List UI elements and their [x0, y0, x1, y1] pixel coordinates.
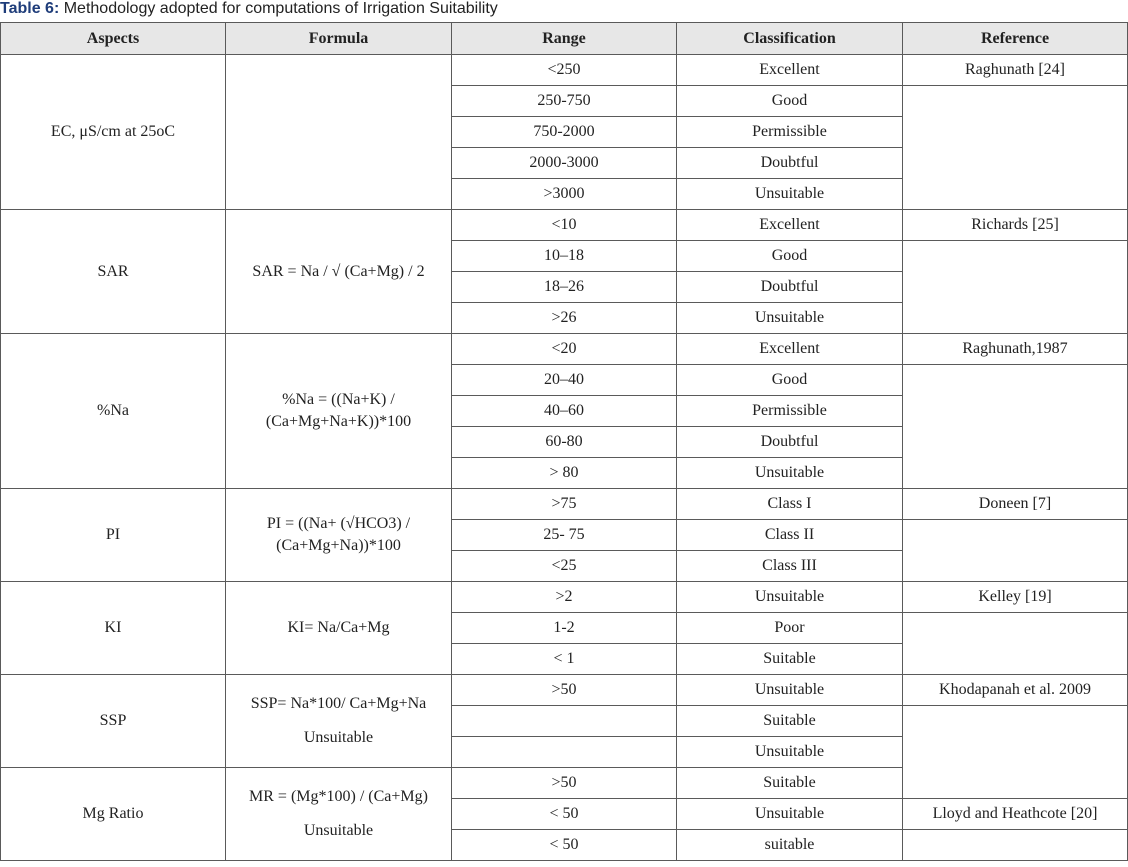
table-row: [1, 582, 1128, 613]
classification-cell: Excellent: [677, 334, 903, 365]
classification-cell: Permissible: [677, 117, 903, 148]
header-range: Range: [452, 23, 677, 55]
formula-line: SSP= Na*100/ Ca+Mg+Na: [250, 695, 427, 712]
classification-cell: Suitable: [677, 768, 903, 799]
range-cell: 250-750: [452, 86, 677, 117]
irrigation-methodology-table: [0, 22, 1128, 861]
formula-cell: [226, 768, 452, 861]
reference-empty-cell: [903, 706, 1128, 799]
table-caption: [0, 0, 498, 20]
reference-empty-cell: [903, 241, 1128, 334]
classification-cell: Unsuitable: [677, 799, 903, 830]
formula-cell: [226, 675, 452, 768]
caption-label: Table 6:: [0, 0, 60, 17]
aspect-cell: EC, μS/cm at 25oC: [1, 55, 226, 210]
range-cell: < 50: [452, 830, 677, 861]
aspect-cell: Mg Ratio: [1, 768, 226, 861]
range-cell: <20: [452, 334, 677, 365]
classification-cell: Good: [677, 365, 903, 396]
classification-cell: Class III: [677, 551, 903, 582]
table-row: [1, 210, 1128, 241]
range-cell: 2000-3000: [452, 148, 677, 179]
range-cell: 25- 75: [452, 520, 677, 551]
formula-cell: [226, 489, 452, 582]
classification-cell: Unsuitable: [677, 179, 903, 210]
classification-cell: Permissible: [677, 396, 903, 427]
caption-text: Methodology adopted for computations of Irrigation Suitability: [59, 0, 498, 17]
range-cell: >75: [452, 489, 677, 520]
classification-cell: Unsuitable: [677, 303, 903, 334]
range-cell: 20–40: [452, 365, 677, 396]
reference-cell: Raghunath,1987: [903, 334, 1128, 365]
range-cell: <250: [452, 55, 677, 86]
formula-line: MR = (Mg*100) / (Ca+Mg): [249, 788, 428, 805]
table-row: [1, 334, 1128, 365]
range-cell: >50: [452, 768, 677, 799]
reference-empty-cell: [903, 86, 1128, 210]
classification-cell: Good: [677, 241, 903, 272]
formula-cell: [226, 55, 452, 210]
range-cell: > 80: [452, 458, 677, 489]
formula-line: (Ca+Mg+Na))*100: [276, 537, 401, 554]
reference-cell: Lloyd and Heathcote [20]: [903, 799, 1128, 830]
classification-cell: Doubtful: [677, 272, 903, 303]
range-cell: 18–26: [452, 272, 677, 303]
range-cell: 750-2000: [452, 117, 677, 148]
range-cell: 10–18: [452, 241, 677, 272]
classification-cell: Excellent: [677, 210, 903, 241]
aspect-cell: %Na: [1, 334, 226, 489]
table-row: [1, 489, 1128, 520]
classification-cell: Suitable: [677, 706, 903, 737]
formula-note: Unsuitable: [303, 822, 374, 839]
classification-cell: Suitable: [677, 644, 903, 675]
range-cell: [452, 706, 677, 737]
formula-note: Unsuitable: [303, 729, 374, 746]
classification-cell: Unsuitable: [677, 458, 903, 489]
header-formula: Formula: [226, 23, 452, 55]
reference-cell: Doneen [7]: [903, 489, 1128, 520]
formula-cell: KI= Na/Ca+Mg: [226, 582, 452, 675]
aspect-cell: PI: [1, 489, 226, 582]
reference-cell: Khodapanah et al. 2009: [903, 675, 1128, 706]
formula-line: PI = ((Na+ (√HCO3) /: [266, 515, 411, 532]
range-cell: < 1: [452, 644, 677, 675]
classification-cell: Good: [677, 86, 903, 117]
reference-empty-cell: [903, 365, 1128, 489]
reference-cell: Richards [25]: [903, 210, 1128, 241]
classification-cell: Class II: [677, 520, 903, 551]
classification-cell: Unsuitable: [677, 737, 903, 768]
formula-cell: SAR = Na / √ (Ca+Mg) / 2: [226, 210, 452, 334]
range-cell: < 50: [452, 799, 677, 830]
header-aspects: Aspects: [1, 23, 226, 55]
range-cell: 1-2: [452, 613, 677, 644]
header-reference: Reference: [903, 23, 1128, 55]
range-cell: 40–60: [452, 396, 677, 427]
table-row: [1, 55, 1128, 86]
classification-cell: suitable: [677, 830, 903, 861]
formula-cell: [226, 334, 452, 489]
range-cell: >3000: [452, 179, 677, 210]
header-row: [1, 23, 1128, 55]
reference-empty-cell: [903, 613, 1128, 675]
classification-cell: Unsuitable: [677, 675, 903, 706]
classification-cell: Doubtful: [677, 427, 903, 458]
aspect-cell: SSP: [1, 675, 226, 768]
aspect-cell: KI: [1, 582, 226, 675]
reference-empty-cell: [903, 520, 1128, 582]
range-cell: >26: [452, 303, 677, 334]
reference-cell: Kelley [19]: [903, 582, 1128, 613]
range-cell: <10: [452, 210, 677, 241]
classification-cell: Doubtful: [677, 148, 903, 179]
formula-line: %Na = ((Na+K) /: [282, 391, 395, 408]
classification-cell: Excellent: [677, 55, 903, 86]
classification-cell: Poor: [677, 613, 903, 644]
range-cell: [452, 737, 677, 768]
formula-line: (Ca+Mg+Na+K))*100: [265, 413, 412, 430]
header-classification: Classification: [677, 23, 903, 55]
aspect-cell: SAR: [1, 210, 226, 334]
range-cell: <25: [452, 551, 677, 582]
range-cell: >50: [452, 675, 677, 706]
classification-cell: Unsuitable: [677, 582, 903, 613]
reference-cell: Raghunath [24]: [903, 55, 1128, 86]
range-cell: 60-80: [452, 427, 677, 458]
range-cell: >2: [452, 582, 677, 613]
reference-empty-cell: [903, 830, 1128, 861]
classification-cell: Class I: [677, 489, 903, 520]
table-row: [1, 675, 1128, 706]
